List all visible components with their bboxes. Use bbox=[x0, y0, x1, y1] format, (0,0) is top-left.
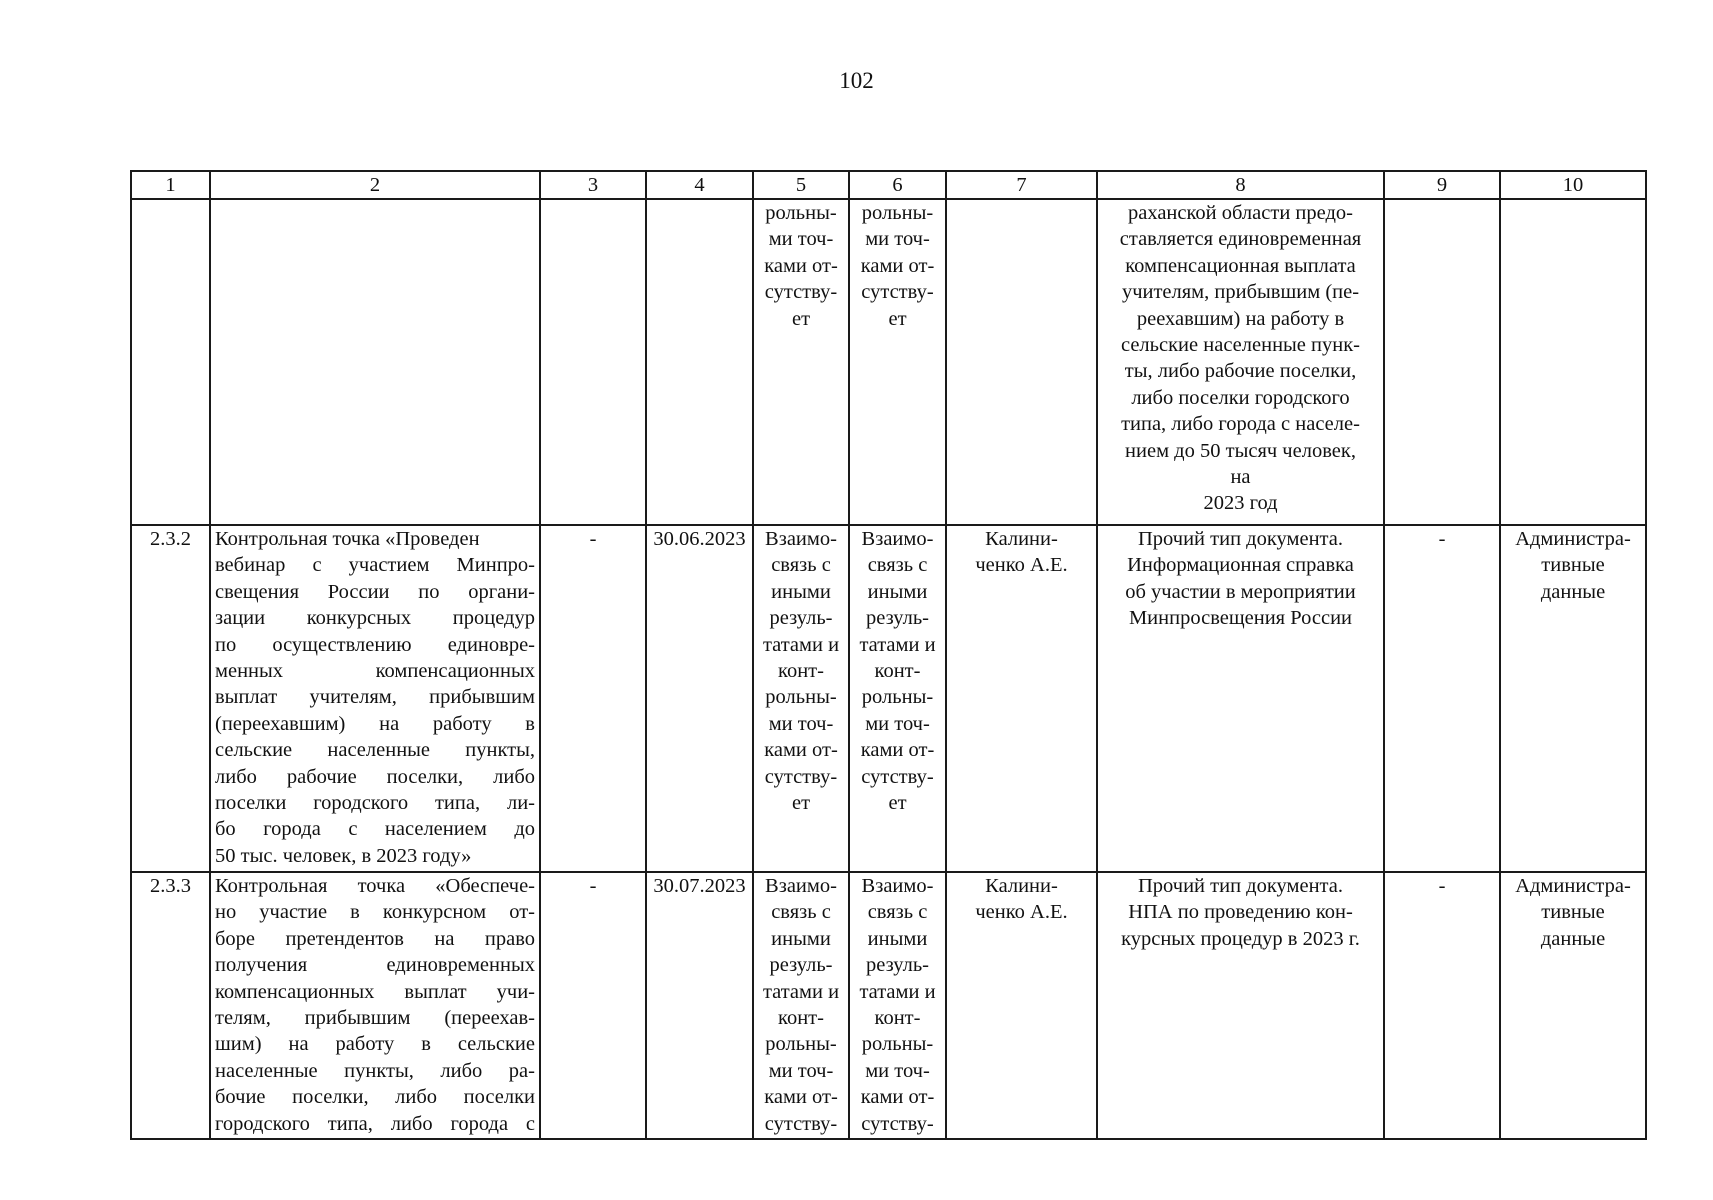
cell-checkpoint-name bbox=[210, 872, 540, 1139]
text-line: зации конкурсных процедур bbox=[215, 607, 535, 630]
text-line: Минпросвещения России bbox=[1128, 607, 1353, 630]
text-line: ет bbox=[888, 307, 907, 330]
cell-linkage bbox=[753, 872, 849, 1139]
text-line: Прочий тип документа. bbox=[1138, 875, 1343, 897]
text-line: НПА по проведению кон- bbox=[1128, 901, 1353, 924]
text-line: 50 тыс. человек, в 2023 году» bbox=[215, 844, 472, 867]
text-line: связь с bbox=[867, 554, 928, 577]
text-line: конт- bbox=[778, 660, 824, 683]
text-line: ты, либо рабочие поселки, bbox=[1124, 360, 1357, 383]
column-header: 3 bbox=[540, 171, 646, 199]
text-line: данные bbox=[1540, 580, 1606, 603]
text-line: ет bbox=[888, 792, 907, 815]
text-line: на bbox=[1230, 466, 1251, 489]
cell-dash: - bbox=[540, 525, 646, 872]
column-header: 5 bbox=[753, 171, 849, 199]
text-line: Взаимо- bbox=[765, 528, 837, 550]
cell-dash: - bbox=[540, 872, 646, 1139]
text-line: поселки городского типа, ли- bbox=[215, 792, 535, 815]
text-line: Калини- bbox=[985, 528, 1058, 550]
text-line: Калини- bbox=[985, 875, 1058, 897]
text-line: сельские населенные пунк- bbox=[1120, 334, 1361, 357]
cell-number: 2.3.2 bbox=[131, 525, 210, 872]
text-line: либо поселки городского bbox=[1131, 386, 1350, 409]
cell-checkpoint-name bbox=[210, 525, 540, 872]
cell-empty bbox=[131, 199, 210, 525]
text-line: ками от- bbox=[764, 1086, 838, 1109]
text-line: рольны- bbox=[861, 202, 934, 224]
text-line: учителям, прибывшим (пе- bbox=[1121, 281, 1360, 304]
text-line: рольны- bbox=[861, 1033, 934, 1056]
text-line: менных компенсационных bbox=[215, 660, 535, 683]
column-header: 6 bbox=[849, 171, 946, 199]
text-line: татами и bbox=[859, 980, 936, 1003]
cell-linkage bbox=[753, 525, 849, 872]
text-line: об участии в мероприятии bbox=[1125, 580, 1356, 603]
cell-dash: - bbox=[1384, 525, 1500, 872]
cell-linkage bbox=[753, 199, 849, 525]
text-line: резуль- bbox=[769, 607, 833, 630]
column-header: 2 bbox=[210, 171, 540, 199]
text-line: Взаимо- bbox=[765, 875, 837, 897]
column-header: 4 bbox=[646, 171, 753, 199]
column-header: 7 bbox=[946, 171, 1097, 199]
text-line: связь с bbox=[867, 901, 928, 924]
table-row bbox=[131, 525, 1646, 872]
text-line: бо города с населением до bbox=[215, 818, 535, 841]
cell-linkage bbox=[849, 199, 946, 525]
text-line: рольны- bbox=[765, 1033, 837, 1056]
cell-date: 30.07.2023 bbox=[646, 872, 753, 1139]
cell-empty bbox=[1500, 199, 1646, 525]
cell-dash: - bbox=[1384, 872, 1500, 1139]
text-line: реехавшим) на работу в bbox=[1136, 307, 1345, 330]
text-line: ками от- bbox=[764, 739, 838, 762]
text-line: резуль- bbox=[769, 954, 833, 977]
text-line: ками от- bbox=[860, 739, 935, 762]
cell-empty bbox=[540, 199, 646, 525]
text-line: раханской области предо- bbox=[1128, 202, 1353, 224]
text-line: сутству- bbox=[764, 1112, 838, 1135]
text-line: (переехавшим) на работу в bbox=[215, 712, 535, 735]
cell-linkage bbox=[849, 525, 946, 872]
text-line: ками от- bbox=[860, 254, 935, 277]
text-line: ми точ- bbox=[768, 712, 834, 735]
text-line: курсных процедур в 2023 г. bbox=[1121, 927, 1360, 950]
text-line: рольны- bbox=[765, 202, 837, 224]
cell-empty bbox=[210, 199, 540, 525]
text-line: иными bbox=[867, 927, 928, 950]
column-header: 10 bbox=[1500, 171, 1646, 199]
text-line: ками от- bbox=[860, 1086, 935, 1109]
cell-date: 30.06.2023 bbox=[646, 525, 753, 872]
text-line: связь с bbox=[771, 554, 831, 577]
text-line: татами и bbox=[859, 633, 936, 656]
text-line: вебинар с участием Минпро- bbox=[215, 554, 535, 577]
text-line: Взаимо- bbox=[861, 875, 934, 897]
text-line: ставляется единовременная bbox=[1119, 228, 1362, 251]
column-header: 1 bbox=[131, 171, 210, 199]
text-line: телям, прибывшим (переехав- bbox=[215, 1007, 535, 1030]
page-number: 102 bbox=[839, 68, 874, 93]
text-line: ет bbox=[791, 307, 811, 330]
cell-linkage bbox=[849, 872, 946, 1139]
text-line: сутству- bbox=[861, 1112, 934, 1135]
text-line: данные bbox=[1540, 927, 1606, 950]
text-line: конт- bbox=[874, 660, 921, 683]
text-line: ченко А.Е. bbox=[975, 554, 1068, 577]
text-line: сутству- bbox=[764, 765, 838, 788]
text-line: ми точ- bbox=[768, 228, 834, 251]
cell-responsible bbox=[946, 525, 1097, 872]
cell-document-type bbox=[1097, 525, 1384, 872]
text-line: по осуществлению единовре- bbox=[215, 633, 535, 656]
text-line: иными bbox=[867, 580, 928, 603]
cell-document-type bbox=[1097, 872, 1384, 1139]
column-header: 8 bbox=[1097, 171, 1384, 199]
text-line: ми точ- bbox=[865, 1059, 930, 1082]
text-line: конт- bbox=[874, 1007, 921, 1030]
text-line: иными bbox=[771, 580, 831, 603]
text-line: ками от- bbox=[764, 254, 838, 277]
cell-result-description bbox=[1097, 199, 1384, 525]
plan-table bbox=[130, 170, 1647, 1140]
column-header: 9 bbox=[1384, 171, 1500, 199]
text-line: Информационная справка bbox=[1127, 554, 1354, 577]
text-line: конт- bbox=[778, 1007, 824, 1030]
table-row bbox=[131, 872, 1646, 1139]
text-line: сутству- bbox=[861, 281, 934, 304]
text-line: нием до 50 тысяч человек, bbox=[1125, 439, 1356, 462]
text-line: ми точ- bbox=[768, 1059, 834, 1082]
text-line: связь с bbox=[771, 901, 831, 924]
text-line: боре претендентов на право bbox=[215, 927, 535, 950]
table-row-continuation bbox=[131, 199, 1646, 525]
text-line: рольны- bbox=[765, 686, 837, 709]
text-line: городского типа, либо города с bbox=[215, 1112, 535, 1135]
text-line: бочие поселки, либо поселки bbox=[215, 1086, 535, 1109]
text-line: выплат учителям, прибывшим bbox=[215, 686, 535, 709]
text-line: ченко А.Е. bbox=[975, 901, 1068, 924]
text-line: населенные пункты, либо ра- bbox=[215, 1059, 535, 1082]
text-line: либо рабочие поселки, либо bbox=[215, 765, 535, 788]
text-line: компенсационная выплата bbox=[1125, 254, 1356, 277]
cell-data-source bbox=[1500, 872, 1646, 1139]
text-line: татами и bbox=[762, 633, 840, 656]
cell-data-source bbox=[1500, 525, 1646, 872]
text-line: рольны- bbox=[861, 686, 934, 709]
text-line: ми точ- bbox=[865, 712, 930, 735]
text-line: Контрольная точка «Проведен bbox=[215, 528, 480, 550]
text-line: сутству- bbox=[764, 281, 838, 304]
text-line: компенсационных выплат учи- bbox=[215, 980, 535, 1003]
text-line: Администра- bbox=[1515, 528, 1631, 550]
text-line: резуль- bbox=[865, 954, 930, 977]
text-line: Контрольная точка «Обеспече- bbox=[215, 875, 535, 897]
text-line: сельские населенные пункты, bbox=[215, 739, 535, 762]
text-line: получения единовременных bbox=[215, 954, 535, 977]
text-line: но участие в конкурсном от- bbox=[215, 901, 535, 924]
text-line: резуль- bbox=[865, 607, 930, 630]
table-header-row bbox=[131, 171, 1646, 199]
text-line: шим) на работу в сельские bbox=[215, 1033, 535, 1056]
text-line: тивные bbox=[1541, 901, 1605, 924]
text-line: ет bbox=[791, 792, 811, 815]
text-line: ми точ- bbox=[865, 228, 930, 251]
text-line: 2023 год bbox=[1203, 492, 1278, 515]
cell-responsible bbox=[946, 872, 1097, 1139]
text-line: типа, либо города с населе- bbox=[1121, 413, 1360, 436]
text-line: Прочий тип документа. bbox=[1138, 528, 1343, 550]
text-line: иными bbox=[771, 927, 831, 950]
cell-empty bbox=[646, 199, 753, 525]
text-line: татами и bbox=[762, 980, 840, 1003]
text-line: тивные bbox=[1541, 554, 1605, 577]
cell-empty bbox=[946, 199, 1097, 525]
cell-number: 2.3.3 bbox=[131, 872, 210, 1139]
text-line: свещения России по органи- bbox=[215, 580, 535, 603]
text-line: Администра- bbox=[1515, 875, 1631, 897]
text-line: Взаимо- bbox=[861, 528, 934, 550]
cell-empty bbox=[1384, 199, 1500, 525]
text-line: сутству- bbox=[861, 765, 934, 788]
